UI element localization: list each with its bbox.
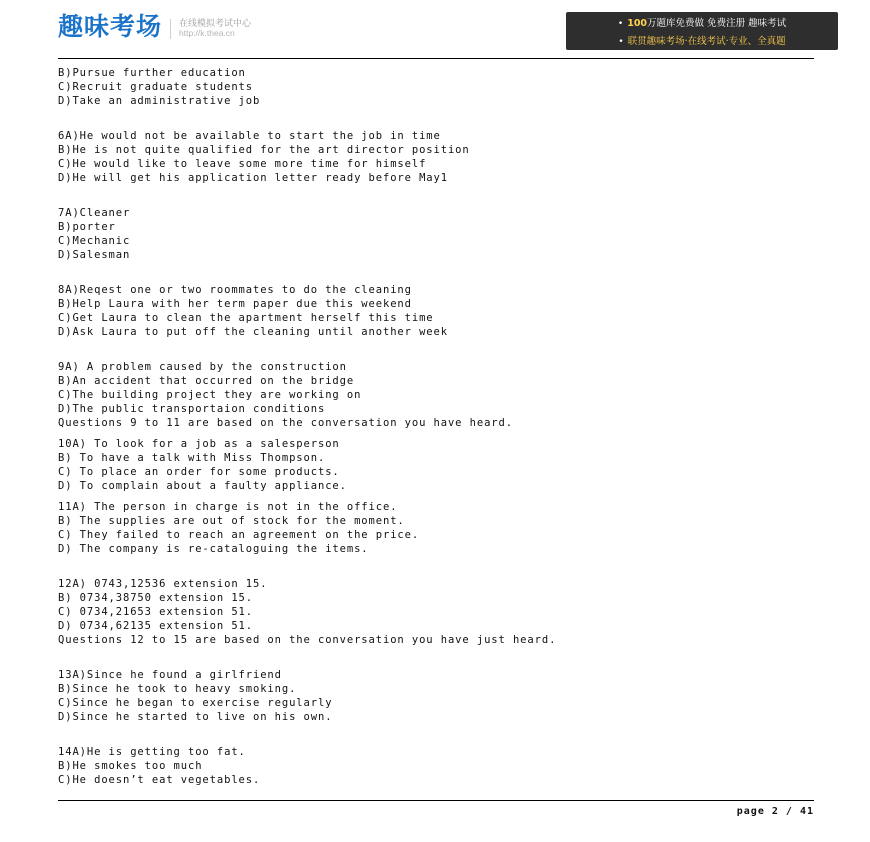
document-line: C)Mechanic [58,235,131,247]
document-line: 6A)He would not be available to start the job in time [58,130,441,142]
document-line: B)porter [58,221,116,233]
document-line: 10A) To look for a job as a salesperson [58,438,340,450]
document-line: 12A) 0743,12536 extension 15. [58,578,268,590]
line-spacer [58,339,828,360]
document-line: C)He would like to leave some more time for himself [58,158,427,170]
document-line: D)Since he started to live on his own. [58,711,333,723]
line-spacer [58,724,828,745]
bullet-icon: • [617,19,624,29]
line-spacer [58,493,828,500]
document-line: D)Salesman [58,249,131,261]
document-line: C) To place an order for some products. [58,466,340,478]
line-spacer [58,556,828,577]
bullet-icon-2: • [618,37,624,47]
site-logo[interactable] [58,14,251,39]
document-line: B) To have a talk with Miss Thompson. [58,452,326,464]
document-line: C)Get Laura to clean the apartment herself this time [58,312,434,324]
document-line: B)He is not quite qualified for the art director position [58,144,470,156]
document-line: C)Since he began to exercise regularly [58,697,333,709]
document-line: Questions 12 to 15 are based on the conversation you have just heard. [58,634,557,646]
document-line: 7A)Cleaner [58,207,131,219]
document-line: D)The public transportaion conditions [58,403,326,415]
page-header [0,10,870,52]
document-line: C)Recruit graduate students [58,81,253,93]
document-body [58,66,828,787]
footer-divider [58,800,814,801]
document-line: 9A) A problem caused by the construction [58,361,347,373]
logo-text: 趣味考场 [58,12,163,41]
promo-line2-text: 联贯趣味考场·在线考试·专业、全真题 [627,36,786,47]
document-line: B)He smokes too much [58,760,203,772]
logo-subtitle [170,19,251,39]
document-line: D)Ask Laura to put off the cleaning until another week [58,326,448,338]
header-divider [58,58,814,59]
document-line: D)He will get his application letter ready before May1 [58,172,448,184]
line-spacer [58,108,828,129]
document-line: C) 0734,21653 extension 51. [58,606,253,618]
document-line: 8A)Reqest one or two roommates to do the cleaning [58,284,412,296]
document-line: B)An accident that occurred on the bridge [58,375,355,387]
document-line: B) The supplies are out of stock for the moment. [58,515,405,527]
document-line: D)Take an administrative job [58,95,261,107]
document-line: B) 0734,38750 extension 15. [58,592,253,604]
line-spacer [58,430,828,437]
promo-line1-text: 万题库免费做 免费注册 趣味考试 [647,18,787,29]
logo-subtitle-url: http://k.thea.cn [179,28,235,39]
document-line: Questions 9 to 11 are based on the conversation you have heard. [58,417,513,429]
document-line: 14A)He is getting too fat. [58,746,246,758]
document-line: 13A)Since he found a girlfriend [58,669,282,681]
document-line: D) To complain about a faulty appliance. [58,480,347,492]
line-spacer [58,185,828,206]
document-line: B)Since he took to heavy smoking. [58,683,297,695]
promo-banner[interactable] [566,12,838,50]
promo-banner-line1 [572,15,832,33]
document-line: 11A) The person in charge is not in the office. [58,501,398,513]
line-spacer [58,647,828,668]
document-line: D) 0734,62135 extension 51. [58,620,253,632]
promo-banner-line2 [572,33,832,51]
document-line: C)He doesn’t eat vegetables. [58,774,261,786]
page-number: page 2 / 41 [736,806,814,817]
document-line: B)Help Laura with her term paper due this weekend [58,298,412,310]
logo-subtitle-line1: 在线模拟考试中心 [179,18,252,29]
document-line: B)Pursue further education [58,67,246,79]
promo-highlight-number: 100 [627,18,648,29]
document-line: C)The building project they are working on [58,389,362,401]
line-spacer [58,262,828,283]
document-line: C) They failed to reach an agreement on the price. [58,529,420,541]
document-line: D) The company is re-cataloguing the items. [58,543,369,555]
